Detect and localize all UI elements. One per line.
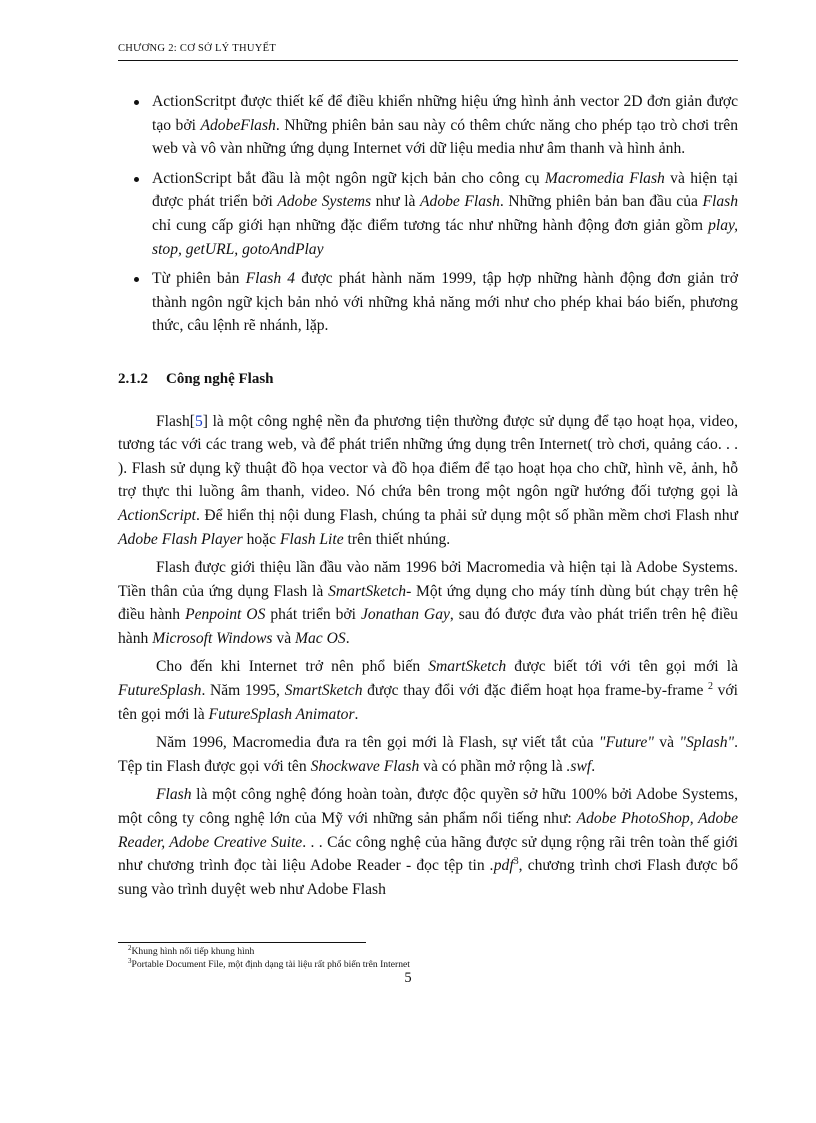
italic-text: SmartSketch <box>428 658 507 676</box>
footnotes <box>128 943 728 971</box>
footnote-text: Khung hình nối tiếp khung hình <box>131 946 255 957</box>
footnote-ref: 2 <box>708 680 713 692</box>
italic-text: play, stop, getURL, gotoAndPlay <box>152 216 738 258</box>
section-title: Công nghệ Flash <box>166 370 274 387</box>
text-run: . <box>345 629 350 647</box>
running-header: CHƯƠNG 2: CƠ SỞ LÝ THUYẾT <box>118 43 277 54</box>
italic-text: Macromedia Flash <box>544 169 665 187</box>
text-run: và có phần mở rộng là <box>419 757 567 775</box>
text-run: ActionScript bắt đầu là một ngôn ngữ kịch bản cho công cụ <box>152 169 545 187</box>
italic-text: ActionScript <box>118 506 196 524</box>
text-run: được phát hành năm 1999, tập hợp những hành động đơn giản trở thành ngôn ngữ kịch bản nhỏ với những khả năng mới như cho phép khai báo biến, phương thức, câu lệnh rẽ nhánh, lặp. <box>152 270 738 335</box>
section-heading <box>118 368 738 392</box>
page-content <box>118 90 738 906</box>
citation-link[interactable]: 5 <box>194 412 203 430</box>
text-run: . Tệp tin Flash được gọi với tên <box>118 734 738 775</box>
italic-text: Adobe Systems <box>277 193 372 211</box>
text-run: , sau đó được đưa vào phát triển trên hệ điều hành <box>118 606 738 647</box>
italic-text: Jonathan Gay <box>360 606 450 624</box>
text-run: phát triển bởi <box>265 606 361 624</box>
italic-text: "Splash" <box>679 734 735 752</box>
text-run: và hiện tại được phát triển bởi <box>152 169 738 211</box>
footnote-text: Portable Document File, một định dạng tài liệu rất phổ biến trên Internet <box>131 958 410 970</box>
bullet-item <box>118 90 738 161</box>
italic-text: Flash Lite <box>279 530 344 548</box>
italic-text: Adobe Flash <box>420 193 500 211</box>
text-run: . Để hiển thị nội dung Flash, chúng ta phải sử dụng một số phần mềm chơi Flash như <box>195 506 738 524</box>
header-rule <box>118 60 738 61</box>
text-run: ] là một công nghệ nền đa phương tiện thường được sử dụng để tạo hoạt họa, video, tương tác với các trang web, và để phát triển những ứng dụng trên Internet( trò chơi, quảng cáo. . . ). Flash sử dụng kỹ thuật đồ họa vector và đồ họa điểm để tạo hoạt họa cho chữ, hình vẽ, ảnh, hỗ trợ thực thi luồng âm thanh, video. Nó chứa bên trong một ngôn ngữ hướng đối tượng gọi là <box>118 412 738 501</box>
footnote-mark: 2 <box>128 943 132 952</box>
body-paragraph <box>118 410 738 552</box>
bullet-text <box>152 170 738 258</box>
text-run: . Những phiên bản ban đầu của <box>499 193 703 211</box>
text-run: Flash được giới thiệu lần đầu vào năm 1996 bởi Macromedia và hiện tại là Adobe Systems. Tiền thân của ứng dụng Flash là <box>118 559 738 600</box>
italic-text: SmartSketch <box>284 682 363 700</box>
bullet-item <box>118 267 738 338</box>
bullet-text <box>152 93 738 157</box>
footnote-mark: 3 <box>128 956 132 965</box>
italic-text: Mac OS <box>295 629 346 647</box>
text-run: . Những phiên bản sau này có thêm chức năng cho phép tạo trò chơi trên web và vô vàn những ứng dụng Internet với dữ liệu media như âm thanh và hình ảnh. <box>152 116 738 158</box>
italic-text: Flash <box>156 786 192 804</box>
text-run: và <box>272 629 296 647</box>
text-run: và <box>653 734 680 752</box>
text-run: - Một ứng dụng cho máy tính dùng bút chạy trên hệ điều hành <box>118 582 738 624</box>
text-run: . <box>354 705 359 723</box>
italic-text: .swf <box>566 757 592 775</box>
text-run: trên thiết nhúng. <box>343 530 451 548</box>
bullet-text <box>152 270 738 334</box>
body-paragraph <box>118 655 738 726</box>
text-run: Từ phiên bản <box>152 270 246 288</box>
text-run: được thay đổi với đặc điểm hoạt họa frame-by-frame <box>362 682 708 700</box>
italic-text: FutureSplash <box>118 682 202 700</box>
italic-text: FutureSplash Animator <box>208 705 355 723</box>
footnote-rule <box>118 942 366 943</box>
bullet-item <box>118 167 738 261</box>
italic-text: AdobeFlash <box>200 116 276 134</box>
italic-text: "Future" <box>598 734 654 752</box>
text-run: . <box>591 757 596 775</box>
text-run: Năm 1996, Macromedia đưa ra tên gọi mới là Flash, sự viết tắt của <box>156 734 599 752</box>
italic-text: Adobe Flash Player <box>118 530 243 548</box>
text-run: , chương trình chơi Flash được bổ sung vào trình duyệt web như Adobe Flash <box>118 857 738 898</box>
text-run: như là <box>371 193 421 211</box>
section-number: 2.1.2 <box>118 370 148 387</box>
body-paragraph <box>118 731 738 778</box>
footnote <box>128 943 728 959</box>
text-run: Cho đến khi Internet trở nên phổ biến <box>156 658 429 676</box>
text-run: . Năm 1995, <box>201 682 285 700</box>
italic-text: Shockwave Flash <box>310 757 420 775</box>
text-run: được biết tới với tên gọi mới là <box>506 658 738 676</box>
italic-text: Flash <box>702 193 739 211</box>
bullet-dot <box>134 100 139 105</box>
text-run: với tên gọi mới là <box>118 682 738 723</box>
bullet-list <box>118 90 738 338</box>
text-run: ActionScritpt được thiết kế để điều khiển những hiệu ứng hình ảnh vector 2D đơn giản được tạo bởi <box>152 93 738 134</box>
italic-text: Microsoft Windows <box>152 629 273 647</box>
bullet-dot <box>134 277 139 282</box>
text-run: chỉ cung cấp giới hạn những đặc điểm tương tác như những hành động đơn giản gồm <box>152 216 709 234</box>
italic-text: Flash 4 <box>245 270 296 288</box>
italic-text: Penpoint OS <box>185 606 266 624</box>
bullet-dot <box>134 177 139 182</box>
text-run: Flash[ <box>156 412 195 430</box>
text-run: là một công nghệ đóng hoàn toàn, được độc quyền sở hữu 100% bởi Adobe Systems, một công ty công nghệ lớn của Mỹ với những sản phẩm nổi tiếng như: <box>118 786 738 828</box>
footnote-ref: 3 <box>513 856 519 868</box>
body-paragraph <box>118 783 738 901</box>
body-paragraph <box>118 556 738 650</box>
italic-text: Adobe PhotoShop, Adobe Reader, Adobe Creative Suite <box>118 810 738 851</box>
page-number: 5 <box>404 970 412 986</box>
text-run: hoặc <box>242 530 280 548</box>
italic-text: .pdf <box>489 857 514 875</box>
text-run: . . . Các công nghệ của hãng được sử dụng rộng rãi trên toàn thế giới như chương trình đọc tài liệu Adobe Reader - đọc tệp tin <box>118 833 738 875</box>
italic-text: SmartSketch <box>328 582 407 600</box>
